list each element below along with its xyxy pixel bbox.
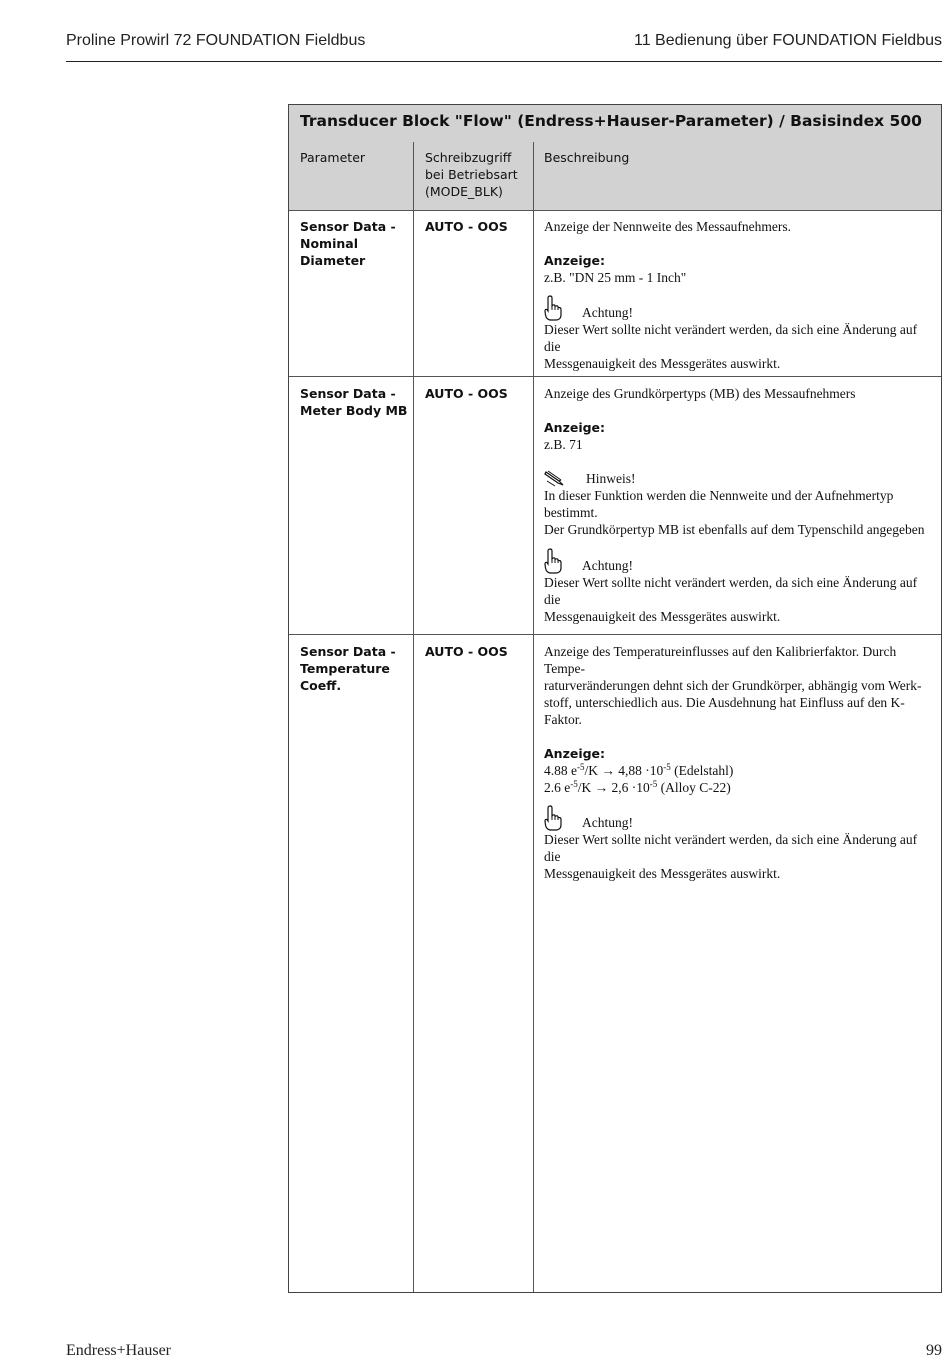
column-divider [533,142,534,1292]
caution-text: Messgenauigkeit des Messgerätes auswirkt. [544,866,781,881]
note-text: bestimmt. [544,505,598,520]
display-label: Anzeige: [544,253,606,268]
parameter-name-nominal-diameter: Sensor Data - Nominal Diameter [300,219,396,268]
parameter-name-meter-body: Sensor Data - Meter Body MB [300,386,408,418]
column-header-parameter: Parameter [300,150,366,165]
table-title: Transducer Block "Flow" (Endress+Hauser-Parameter) / Basisindex 500 [300,112,922,130]
parameter-name-temperature-coeff: Sensor Data - Temperature Coeff. [300,644,396,693]
note-callout [544,459,936,487]
caution-text: Dieser Wert sollte nicht verändert werden, da sich eine Änderung auf die [544,832,918,864]
pencil-icon [544,469,566,487]
row-divider [289,376,941,377]
note-title: Hinweis! [586,471,636,486]
description-nominal-diameter: Anzeige der Nennweite des Messaufnehmers. Anzeige: z.B. "DN 25 mm - 1 Inch" Achtung! Dieser Wert sollte nicht verändert werden, da sich eine Änderung auf die Messgenauigkeit des Messgerätes auswirkt. [544,218,936,372]
column-header-write-access: Schreibzugriff bei Betriebsart (MODE_BLK) [425,150,518,199]
row-divider [289,634,941,635]
display-value: z.B. "DN 25 mm - 1 Inch" [544,270,687,285]
pointing-hand-icon [544,548,562,574]
write-access-value: AUTO - OOS [425,219,508,234]
caution-title: Achtung! [582,305,633,320]
parameter-table [288,104,942,1293]
caution-callout [544,542,936,574]
description-meter-body: Anzeige des Grundkörpertyps (MB) des Messaufnehmers Anzeige: z.B. 71 Hinweis! In dieser Funktion werden die Nennweite und der Aufnehmertyp bestimmt. Der Grundkörpertyp MB ist ebenfalls auf dem Typenschild angegeben Achtung! Dieser Wert sollte nicht verändert werden, da sich eine Änderung auf die Messgenauigkeit des Messgerätes auswirkt. [544,385,936,625]
caution-text: Dieser Wert sollte nicht verändert werden, da sich eine Änderung auf die [544,322,918,354]
column-divider [413,142,414,1292]
display-label: Anzeige: [544,420,606,435]
pointing-hand-icon [544,805,562,831]
caution-title: Achtung! [582,815,633,830]
page-footer [66,1342,942,1360]
display-value: z.B. 71 [544,437,583,452]
footer-brand: Endress+Hauser [66,1342,171,1359]
display-value-steel: 4.88 $e^{-5}/K \to 4,88 \cdot 10^{-5}$ (Edelstahl) [544,762,734,778]
table-header [289,105,941,211]
caution-text: Messgenauigkeit des Messgerätes auswirkt. [544,609,781,624]
page-header [66,32,942,62]
caution-callout [544,289,936,321]
caution-text: Dieser Wert sollte nicht verändert werden, da sich eine Änderung auf die [544,575,918,607]
column-header-description: Beschreibung [544,150,630,165]
caution-callout [544,799,936,831]
description-temperature-coeff: Anzeige des Temperatureinflusses auf den Kalibrierfaktor. Durch Tempe- raturveränderungen dehnt sich der Grundkörper, abhängig vom Werk- stoff, unterschiedlich aus. Die Ausdehnung hat Einfluss auf den K-Faktor. Anzeige: 4.88 $e^{-5}/K \to 4,88 \cdot 10^{-5}$ (Edelstahl) 2.6 $e^{-5}/K \to 2,6 \cdot 10^{-5}$ (Alloy C-22) Achtung! Dieser Wert sollte nicht verändert werden, da sich eine Änderung auf die Messgenauigkeit des Messgerätes auswirkt. [544,643,936,882]
note-text: In dieser Funktion werden die Nennweite und der Aufnehmertyp [544,488,894,503]
caution-title: Achtung! [582,558,633,573]
header-chapter-title: 11 Bedienung über FOUNDATION Fieldbus [634,32,942,49]
header-document-title: Proline Prowirl 72 FOUNDATION Fieldbus [66,32,366,49]
page-number: 99 [926,1342,942,1359]
pointing-hand-icon [544,295,562,321]
display-value-alloy: 2.6 $e^{-5}/K \to 2,6 \cdot 10^{-5}$ (Alloy C-22) [544,779,731,795]
caution-text: Messgenauigkeit des Messgerätes auswirkt. [544,356,781,371]
display-label: Anzeige: [544,746,606,761]
write-access-value: AUTO - OOS [425,386,508,401]
write-access-value: AUTO - OOS [425,644,508,659]
note-text: Der Grundkörpertyp MB ist ebenfalls auf dem Typenschild angegeben [544,522,925,537]
